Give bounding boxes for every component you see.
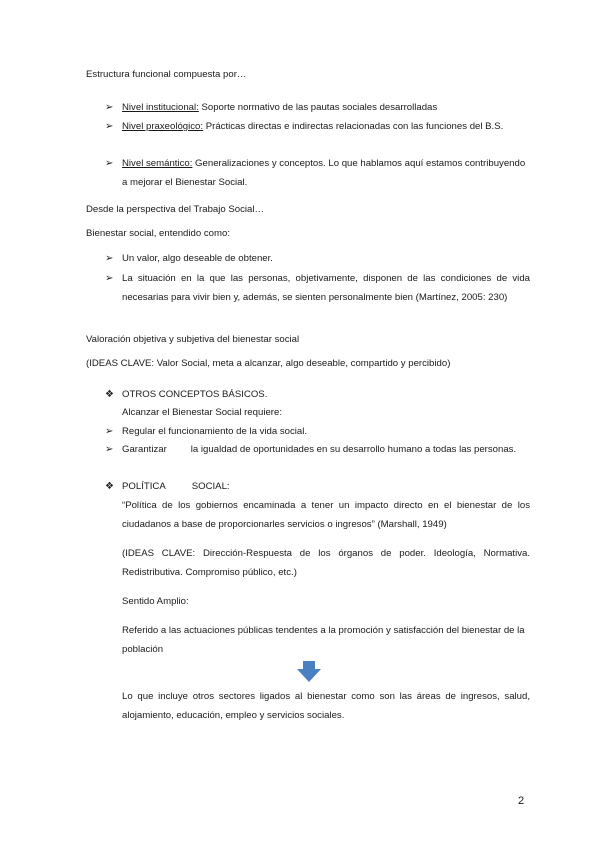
ideas-clave-2: (IDEAS CLAVE: Dirección-Respuesta de los órganos de poder. Ideología, Normativa. Redistributiva. Compromiso público, etc.) xyxy=(122,548,530,578)
page-number: 2 xyxy=(518,795,525,807)
arrow-bullet-icon: ➢ xyxy=(105,253,114,264)
arrow-bullet-icon: ➢ xyxy=(105,102,114,113)
level-praxeologico xyxy=(122,118,530,137)
valoracion-heading: Valoración objetiva y subjetiva del bienestar social xyxy=(86,334,300,345)
diamond-bullet-icon: ❖ xyxy=(105,389,114,400)
politica-social-heading xyxy=(122,478,530,497)
intro-line: Estructura funcional compuesta por… xyxy=(86,69,247,80)
perspective-line: Desde la perspectiva del Trabajo Social… xyxy=(86,204,265,215)
arrow-bullet-icon: ➢ xyxy=(105,444,114,455)
social-word: SOCIAL: xyxy=(191,481,230,492)
requirement-item: Regular el funcionamiento de la vida social. xyxy=(122,426,308,437)
arrow-bullet-icon: ➢ xyxy=(105,121,114,132)
referido-paragraph: Referido a las actuaciones públicas tendentes a la promoción y satisfacción del bienestar de la población xyxy=(122,625,525,655)
level-term: Nivel praxeológico: xyxy=(122,121,204,132)
level-semantico xyxy=(122,155,530,192)
level-term: Nivel institucional: xyxy=(122,102,199,113)
level-text: Prácticas directas e indirectas relacionadas con las funciones del B.S. xyxy=(203,121,504,132)
requirement-text: la igualdad de oportunidades en su desarrollo humano a todas las personas. xyxy=(190,444,517,455)
ideas-clave-1: (IDEAS CLAVE: Valor Social, meta a alcanzar, algo deseable, compartido y percibido) xyxy=(86,358,451,369)
level-term: Nivel semántico: xyxy=(122,158,193,169)
arrow-bullet-icon: ➢ xyxy=(105,158,114,169)
level-text: Generalizaciones y conceptos. Lo que hablamos aquí estamos contribuyendo a mejorar el Bienestar Social. xyxy=(122,158,526,188)
down-arrow-icon xyxy=(296,661,322,683)
level-text: Soporte normativo de las pautas sociales desarrolladas xyxy=(198,102,438,113)
wellbeing-definition: Bienestar social, entendido como: xyxy=(86,228,230,239)
arrow-bullet-icon: ➢ xyxy=(105,426,114,437)
politica-word: POLÍTICA xyxy=(122,481,166,492)
marshall-quote: “Política de los gobiernos encaminada a tener un impacto directo en el bienestar de los ciudadanos a base de proporcionarles servicios o ingresos” (Marshall, 1949) xyxy=(122,500,530,530)
wellbeing-item: Un valor, algo deseable de obtener. xyxy=(122,253,273,264)
level-institucional xyxy=(122,99,530,118)
wellbeing-item: La situación en la que las personas, objetivamente, disponen de las condiciones de vida necesarias para vivir bien y, además, se sienten personalmente bien (Martínez, 2005: 230) xyxy=(122,273,530,303)
incluye-paragraph: Lo que incluye otros sectores ligados al bienestar como son las áreas de ingresos, salud, alojamiento, educación, empleo y servicios sociales. xyxy=(122,691,530,721)
requirement-verb: Garantizar xyxy=(122,444,167,455)
requiere-line: Alcanzar el Bienestar Social requiere: xyxy=(122,407,282,418)
arrow-bullet-icon: ➢ xyxy=(105,273,114,284)
sentido-amplio: Sentido Amplio: xyxy=(122,596,189,607)
requirement-item xyxy=(122,441,530,460)
otros-conceptos-title: OTROS CONCEPTOS BÁSICOS. xyxy=(122,389,268,400)
diamond-bullet-icon: ❖ xyxy=(105,481,114,492)
